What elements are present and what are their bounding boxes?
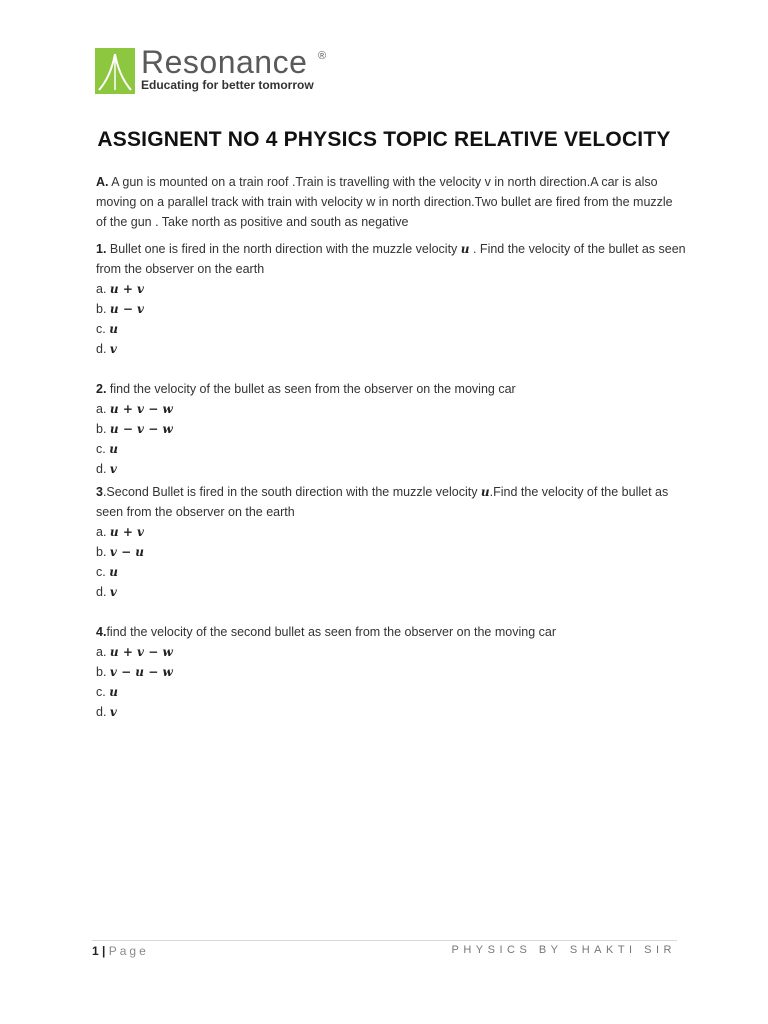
option-d (96, 582, 686, 602)
option-value: v − u − w (109, 665, 173, 679)
option-c (96, 319, 686, 339)
question-text (96, 482, 686, 522)
question-text-before: find the velocity of the second bullet as seen from the observer on the moving car (106, 625, 556, 639)
option-c (96, 439, 686, 459)
option-label: b. (96, 665, 107, 679)
question-3 (96, 482, 686, 602)
page-title: ASSIGNENT NO 4 PHYSICS TOPIC RELATIVE VELOCITY (97, 128, 671, 151)
option-d (96, 339, 686, 359)
option-b (96, 542, 686, 562)
option-label: a. (96, 402, 107, 416)
option-d (96, 459, 686, 479)
question-text-before: Bullet one is fired in the north direction with the muzzle velocity (106, 242, 461, 256)
question-number: 1. (96, 242, 107, 256)
option-label: d. (96, 462, 107, 476)
option-label: b. (96, 545, 107, 559)
option-value: u (109, 442, 118, 456)
question-text-before: .Second Bullet is fired in the south direction with the muzzle velocity (102, 485, 481, 499)
intro-text: A gun is mounted on a train roof .Train is travelling with the velocity v in north direction.A car is also moving on a parallel track with train with velocity w in north direction.Two bullet are fired from the muzzle of the gun . Take north as positive and south as negative (96, 175, 673, 229)
option-b (96, 662, 686, 682)
option-c (96, 562, 686, 582)
option-value: u − v (109, 302, 145, 316)
spacer (96, 602, 686, 622)
option-a (96, 399, 686, 419)
option-value: u (109, 685, 118, 699)
resonance-logo (95, 44, 335, 98)
footer-divider (92, 940, 677, 941)
question-text (96, 622, 686, 642)
option-value: v (109, 342, 117, 356)
question-text-after: .Find the velocity of the bullet as seen from the observer on the earth (96, 485, 669, 519)
option-label: a. (96, 645, 107, 659)
logo-name: Resonance (141, 44, 308, 80)
resonance-logo-icon (95, 48, 135, 94)
question-text (96, 379, 686, 399)
page-separator: | (98, 944, 109, 958)
option-label: a. (96, 282, 107, 296)
option-value: u + v (109, 282, 145, 296)
option-value: v (109, 705, 117, 719)
option-value: u + v (109, 525, 145, 539)
option-value: u + v − w (109, 402, 173, 416)
footer-page-indicator (92, 944, 149, 958)
option-value: u (109, 322, 118, 336)
logo-registered-mark: ® (318, 50, 327, 62)
option-c (96, 682, 686, 702)
option-a (96, 279, 686, 299)
option-value: u − v − w (109, 422, 173, 436)
question-text-before: find the velocity of the bullet as seen from the observer on the moving car (106, 382, 516, 396)
question-number: 2. (96, 382, 107, 396)
option-value: u + v − w (109, 645, 173, 659)
assignment-content (96, 172, 686, 722)
option-label: b. (96, 302, 107, 316)
question-variable: u (460, 242, 470, 256)
question-number: 3 (96, 485, 103, 499)
option-label: d. (96, 342, 107, 356)
option-d (96, 702, 686, 722)
option-a (96, 642, 686, 662)
footer-author: PHYSICS BY SHAKTI SIR (451, 944, 676, 956)
option-value: v (109, 585, 117, 599)
option-label: c. (96, 442, 106, 456)
option-label: c. (96, 322, 106, 336)
spacer (96, 359, 686, 379)
option-b (96, 299, 686, 319)
option-value: v − u (109, 545, 145, 559)
question-text-after: . Find the velocity of the bullet as seen from the observer on the earth (96, 242, 686, 276)
question-variable: u (480, 485, 490, 499)
option-b (96, 419, 686, 439)
option-label: c. (96, 565, 106, 579)
page-word: Page (108, 944, 149, 958)
question-1 (96, 239, 686, 359)
page-number: 1 (92, 944, 99, 958)
intro-label: A. (96, 175, 109, 189)
intro-paragraph (96, 172, 686, 232)
question-text (96, 239, 686, 279)
option-label: b. (96, 422, 107, 436)
question-2 (96, 379, 686, 479)
option-label: d. (96, 585, 107, 599)
option-value: v (109, 462, 117, 476)
option-label: d. (96, 705, 107, 719)
option-label: a. (96, 525, 107, 539)
option-a (96, 522, 686, 542)
question-number: 4. (96, 625, 107, 639)
option-value: u (109, 565, 118, 579)
option-label: c. (96, 685, 106, 699)
question-4 (96, 622, 686, 722)
logo-tagline: Educating for better tomorrow (141, 78, 314, 92)
